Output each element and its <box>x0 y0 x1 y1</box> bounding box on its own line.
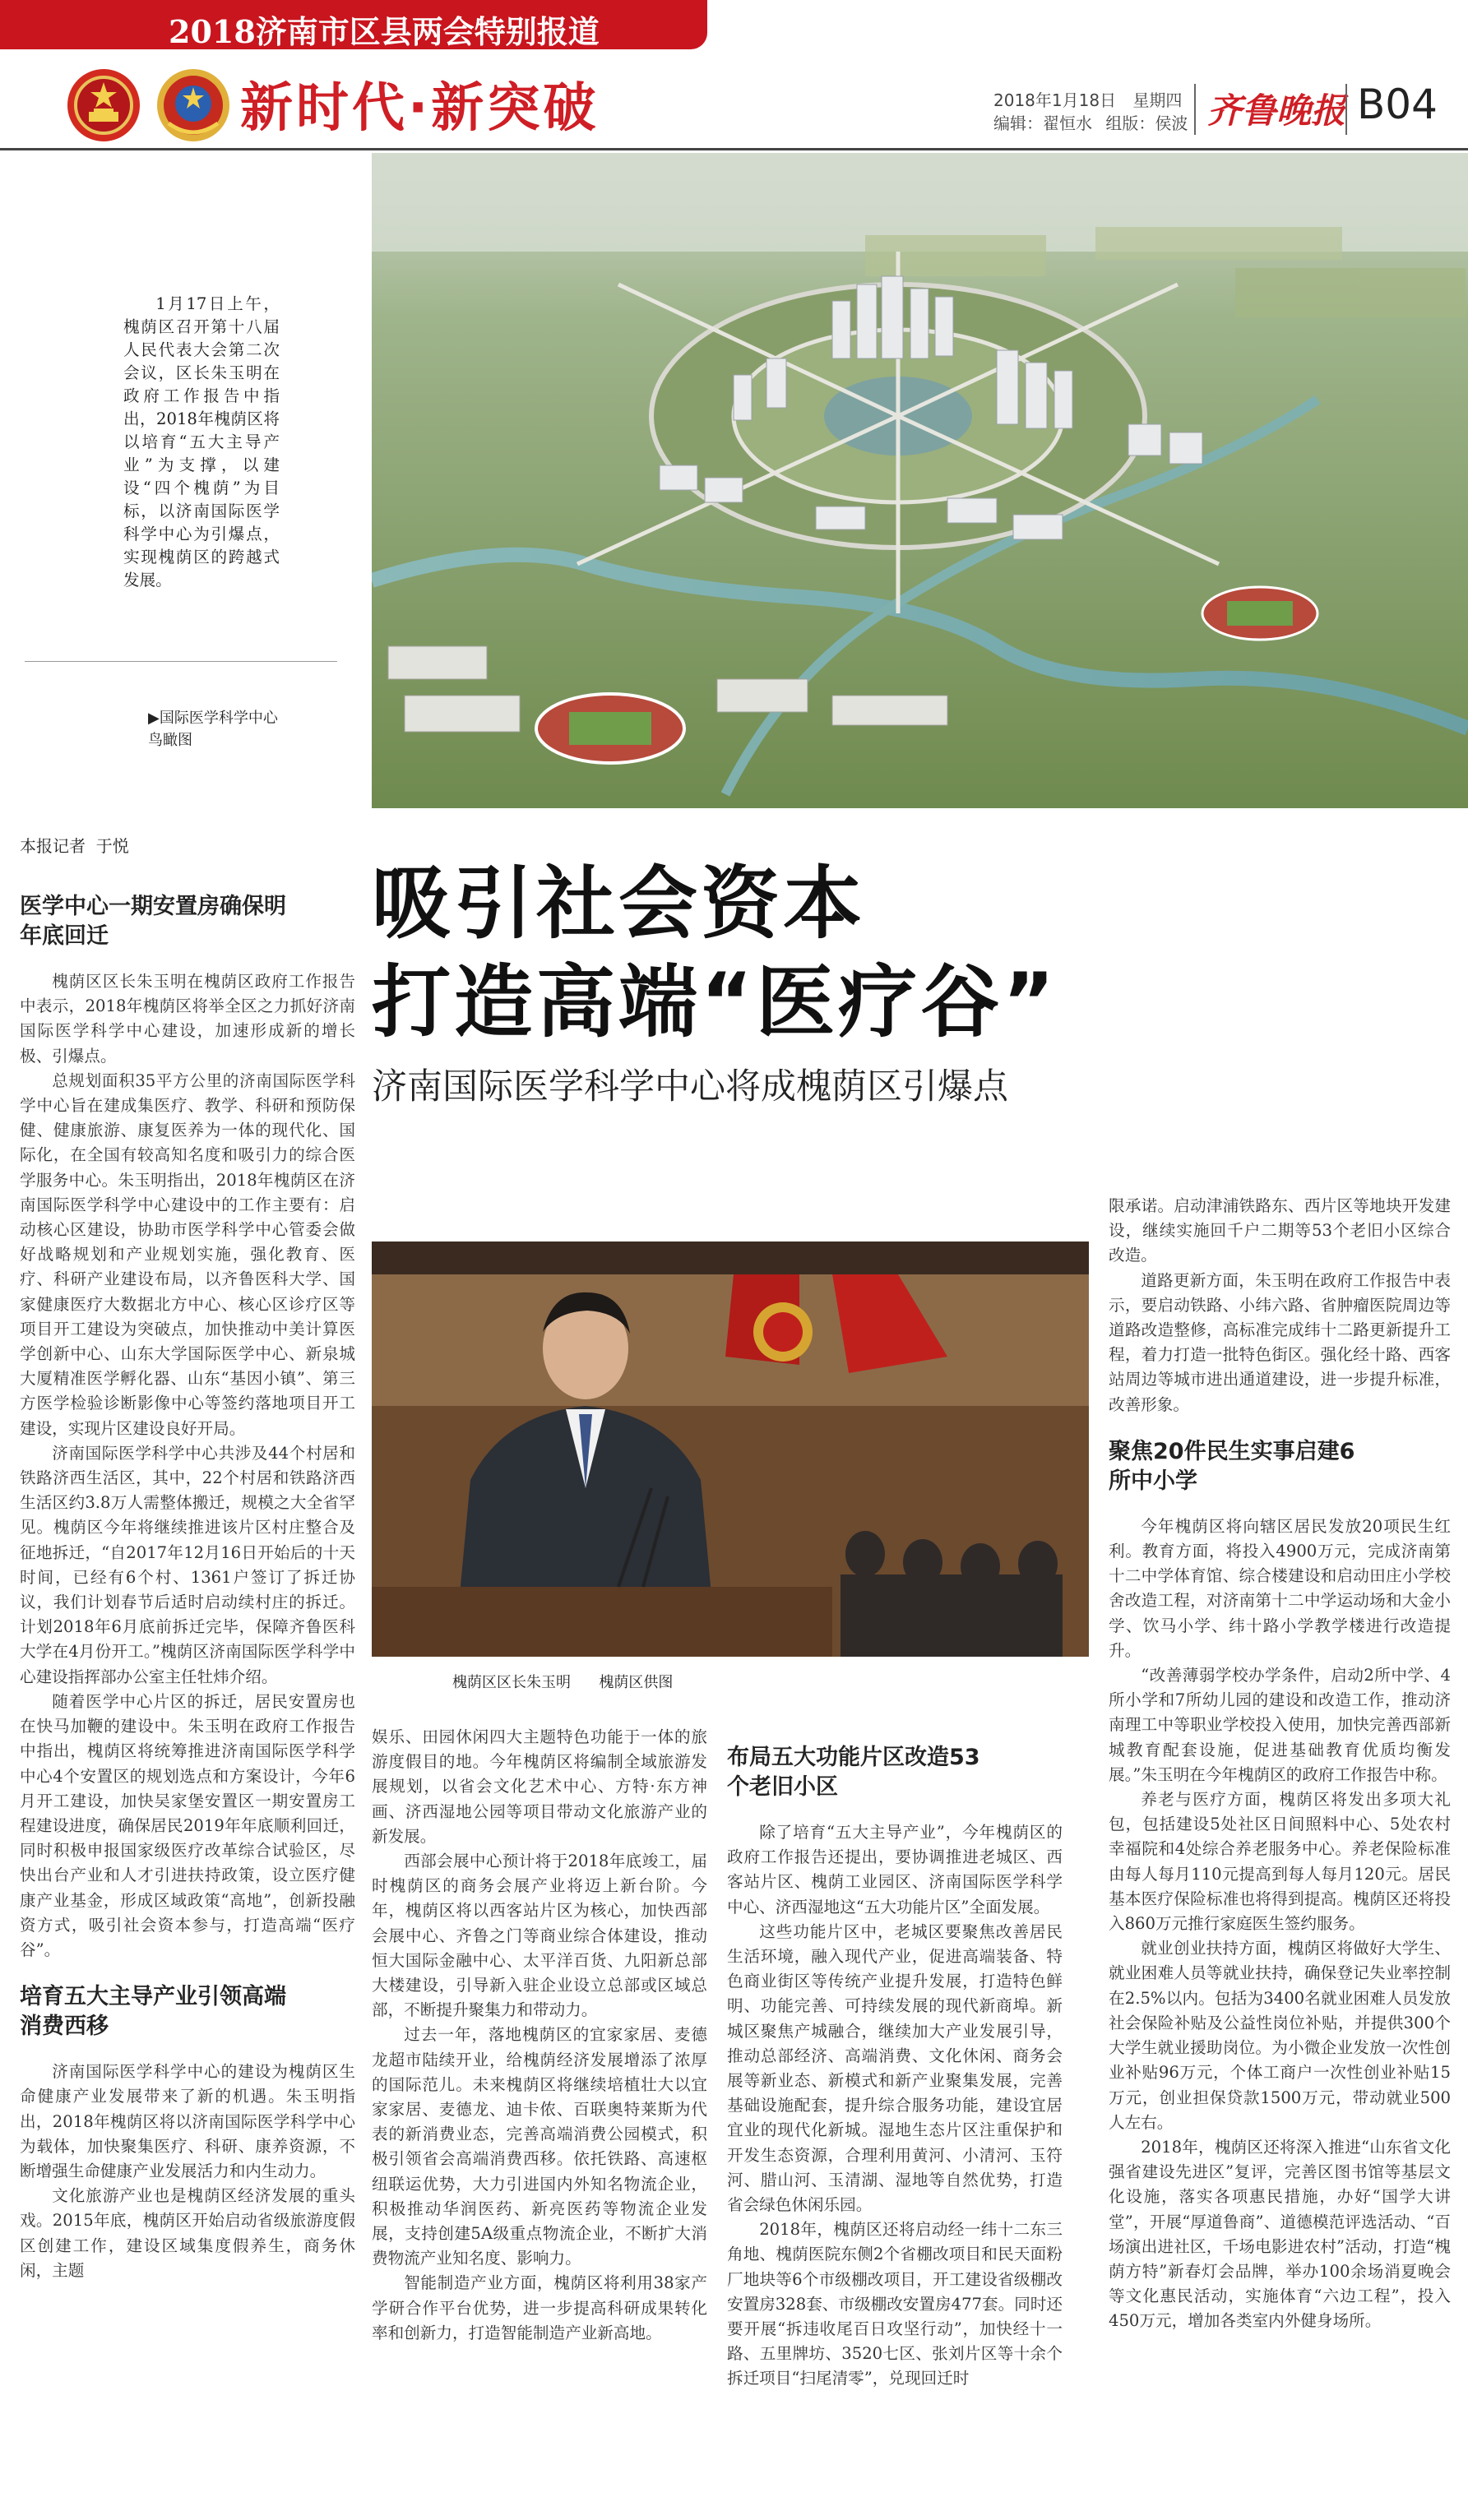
col1-para-1: 槐荫区区长朱玉明在槐荫区政府工作报告中表示，2018年槐荫区将举全区之力抓好济南国际医学科学中心建设，加速形成新的增长极、引爆点。 <box>20 972 355 1066</box>
layout-name: 组版：侯波 <box>1105 113 1188 133</box>
col1-paras-a <box>20 969 355 1963</box>
speaker-photo <box>372 1242 1089 1657</box>
col1-para-4: 随着医学中心片区的拆迁，居民安置房也在快马加鞭的建设中。朱玉明在政府工作报告中指出，槐荫区将统筹推进济南国际医学科学中心4个安置区的规划选点和方案设计，今年6月开工建设，加快吴家堡安置区一期安置房工程建设进度，确保居民2019年年底顺利回迁，同时积极申报国家级医疗改革综合试验区，尽快出台产业和人才引进扶持政策，设立医疗健康产业基金，形成区域政策“高地”，创新投融资方式，吸引社会资本参与，打造高端“医疗谷”。 <box>20 1691 355 1959</box>
col4-para-3: 今年槐荫区将向辖区居民发放20项民生红利。教育方面，将投入4900万元，完成济南第十二中学体育馆、综合楼建设和启动田庄小学校舍改造工程，对济南第十二中学运动场和大金小学、饮马小学、纬十路小学教学楼进行改造提升。 <box>1109 1516 1451 1660</box>
col4-para-7: 2018年，槐荫区还将深入推进“山东省文化强省建设先进区”复评，完善区图书馆等基层文化设施，落实各项惠民措施，办好“国学大讲堂”，开展“厚道鲁商”、道德模范评选活动、“百场演出进社区，千场电影进农村”活动，打造“槐荫方特”新春灯会品牌，举办100余场消夏晚会等文化惠民活动，实施体育“六边工程”，投入450万元，增加各类室内外健身场所。 <box>1109 2137 1451 2331</box>
editor-credits <box>993 110 1188 134</box>
masthead-divider-1 <box>1194 84 1196 135</box>
byline: 本报记者 于悦 <box>20 836 129 856</box>
masthead-divider-2 <box>1345 84 1347 135</box>
article-column-4 <box>1109 1194 1451 2334</box>
aerial-caption-rule <box>25 661 337 662</box>
article-column-3 <box>727 1743 1063 2392</box>
subhead-resettlement: 医学中心一期安置房确保明年底回迁 <box>20 894 286 949</box>
issue-date-text: 2018年1月18日 <box>993 90 1117 110</box>
issue-date <box>993 87 1182 111</box>
aerial-intro-text <box>123 293 280 592</box>
editor-name: 编辑：翟恒水 <box>993 113 1092 133</box>
col1-para-6: 文化旅游产业也是槐荫区经济发展的重头戏。2015年底，槐荫区开始启动省级旅游度假区创建工作，建设区域集度假养生，商务休闲，主题 <box>20 2186 355 2280</box>
aerial-caption: ▶国际医学科学中心鸟瞰图 <box>148 710 278 749</box>
col1-para-2: 总规划面积35平方公里的济南国际医学科学中心旨在建成集医疗、教学、科研和预防保健、健康旅游、康复医养为一体的现代化、国际化，在全国有较高知名度和吸引力的综合医学服务中心。朱玉明指出，2018年槐荫区在济南国际医学科学中心建设中的工作主要有：启动核心区建设，协助市医学科学中心管委会做好战略规划和产业规划实施，强化教育、医疗、科研产业建设布局，以齐鲁医科大学、国家健康医疗大数据北方中心、核心区诊疗区等项目开工建设为突破点，加快推动中美计算医学创新中心、山东大学国际医学中心、新泉城大厦精准医学孵化器、山东“基因小镇”、第三方医学检验诊断影像中心等签约落地项目开工建设，实现片区建设良好开局。 <box>20 1070 355 1438</box>
aerial-intro: 1月17日上午，槐荫区召开第十八届人民代表大会第二次会议，区长朱玉明在政府工作报告中指出，2018年槐荫区将以培育“五大主导产业”为支撑，以建设“四个槐荫”为目标，以济南国际医学科学中心为引爆点，实现槐荫区的跨越式发展。 <box>123 294 280 590</box>
col2-para-4: 智能制造产业方面，槐荫区将利用38家产学研合作平台优势，进一步提高科研成果转化率和创新力，打造智能制造产业新高地。 <box>372 2273 707 2342</box>
subhead-five-industries: 培育五大主导产业引领高端消费西移 <box>20 1984 286 2040</box>
col4-para-1: 限承诺。启动津浦铁路东、西片区等地块开发建设，继续实施回千户二期等53个老旧小区综合改造。 <box>1109 1196 1451 1265</box>
page-number: B04 <box>1357 81 1438 128</box>
col2-para-1: 娱乐、田园休闲四大主题特色功能于一体的旅游度假目的地。今年槐荫区将编制全域旅游发展规划，以省会文化艺术中心、方特·东方神画、济西湿地公园等项目带动文化旅游产业的新发展。 <box>372 1727 707 1846</box>
masthead-rule <box>0 148 1468 150</box>
col3-para-1: 除了培育“五大主导产业”，今年槐荫区的政府工作报告还提出，要协调推进老城区、西客站片区、槐荫工业园区、济南国际医学科学中心、济西湿地这“五大功能片区”全面发展。 <box>727 1823 1063 1917</box>
section-slogan: 新时代·新突破 <box>240 78 600 139</box>
subhead-livelihood: 聚焦20件民生实事启建6所中小学 <box>1109 1438 1355 1494</box>
photo-caption: 槐荫区区长朱玉明 槐荫区供图 <box>452 1674 674 1691</box>
col4-paras-b <box>1109 1514 1451 2334</box>
subhead-function-zones: 布局五大功能片区改造53个老旧小区 <box>727 1745 980 1800</box>
col3-paras <box>727 1820 1063 2392</box>
col2-para-2: 西部会展中心预计将于2018年底竣工，届时槐荫区的商务会展产业将迈上新台阶。今年，槐荫区将以西客站片区为核心，加快西部会展中心、齐鲁之门等商业综合体建设，推动恒大国际金融中心、太平洋百货、九阳新总部大楼建设，引导新入驻企业设立总部或区域总部，不断提升聚集力和带动力。 <box>372 1852 707 2020</box>
masthead <box>0 0 1468 152</box>
issue-weekday: 星期四 <box>1132 90 1183 110</box>
col3-para-3: 2018年，槐荫区还将启动经一纬十二东三角地、槐荫医院东侧2个省棚改项目和民天面粉厂地块等6个市级棚改项目，开工建设省级棚改安置房328套、市级棚改安置房477套。同时还要开展“拆违收尾百日攻坚行动”，加快经十一路、五里牌坊、3520七区、张刘片区等十余个拆迁项目“扫尾清零”，兑现回迁时 <box>727 2220 1063 2388</box>
col1-para-5: 济南国际医学科学中心的建设为槐荫区生命健康产业发展带来了新的机遇。朱玉明指出，2018年槐荫区将以济南国际医学科学中心为载体，加快聚集医疗、科研、康养资源，不断增强生命健康产业发展活力和内生动力。 <box>20 2062 355 2180</box>
col4-para-6: 就业创业扶持方面，槐荫区将做好大学生、就业困难人员等就业扶持，确保登记失业率控制在2.5%以内。包括为3400名就业困难人员发放社会保险补贴及公益性岗位补贴，并提供300个大学生就业援助岗位。为小微企业发放一次性创业补贴96万元，个体工商户一次性创业补贴15万元，创业担保贷款1500万元，带动就业500人左右。 <box>1109 1939 1451 2132</box>
col4-paras-a <box>1109 1194 1451 1417</box>
cppcc-emblem-icon <box>148 66 238 145</box>
headline-line-2: 打造高端“医疗谷” <box>372 956 1058 1048</box>
col2-para-3: 过去一年，落地槐荫区的宜家家居、麦德龙超市陆续开业，给槐荫经济发展增添了浓厚的国际范儿。未来槐荫区将继续培植壮大以宜家家居、麦德龙、迪卡侬、百联奥特莱斯为代表的新消费业态，完善高端消费公园模式，积极引领省会高端消费西移。依托铁路、高速枢纽联运优势，大力引进国内外知名物流企业，积极推动华润医药、新亮医药等物流企业发展，支持创建5A级重点物流企业，不断扩大消费物流产业知名度、影响力。 <box>372 2025 707 2268</box>
subheadline: 济南国际医学科学中心将成槐荫区引爆点 <box>372 1066 1008 1107</box>
article-column-1 <box>20 892 355 2283</box>
col4-para-4: “改善薄弱学校办学条件，启动2所中学、4所小学和7所幼儿园的建设和改造工作，推动济南理工中等职业学校投入使用，加快完善西部新城教育配套设施，促进基础教育优质均衡发展。”朱玉明在今年槐荫区的政府工作报告中称。 <box>1109 1666 1451 1784</box>
paper-name-logo: 齐鲁晚报 <box>1207 90 1346 131</box>
national-emblem-icon <box>59 66 148 145</box>
col1-para-3: 济南国际医学科学中心共涉及44个村居和铁路济西生活区，其中，22个村居和铁路济西生活区约3.8万人需整体搬迁，规模之大全省罕见。槐荫区今年将继续推进该片区村庄整合及征地拆迁，“自2017年12月16日开始后的十天时间，已经有6个村、1361户签订了拆迁协议，我们计划春节后适时启动续村庄的拆迁。计划2018年6月底前拆迁完毕，保障齐鲁医科大学在4月份开工。”槐荫区济南国际医学科学中心建设指挥部办公室主任牡炜介绍。 <box>20 1443 355 1686</box>
article-column-2 <box>372 1725 707 2346</box>
headline-line-1: 吸引社会资本 <box>372 858 865 950</box>
col1-paras-b <box>20 2060 355 2283</box>
banner-title: 2018济南市区县两会特别报道 <box>169 13 600 50</box>
col4-para-5: 养老与医疗方面，槐荫区将发出多项大礼包，包括建设5处社区日间照料中心、5处农村幸福院和4处综合养老服务中心。养老保险标准由每人每月110元提高到每人每月120元。居民基本医疗保险标准也将得到提高。槐荫区还将投入860万元推行家庭医生签约服务。 <box>1109 1790 1451 1934</box>
col3-para-2: 这些功能片区中，老城区要聚焦改善居民生活环境，融入现代产业，促进高端装备、特色商业街区等传统产业提升发展，打造特色鲜明、功能完善、可持续发展的现代新商埠。新城区聚焦产城融合，继续加大产业发展引导，推动总部经济、高端消费、文化休闲、商务会展等新业态、新模式和新产业聚集发展，完善基础设施配套，提升综合服务功能，建设宜居宜业的现代化新城。湿地生态片区注重保护和开发生态资源，合理利用黄河、小清河、玉符河、腊山河、玉清湖、湿地等自然优势，打造省会绿色休闲乐园。 <box>727 1921 1063 2215</box>
col4-para-2: 道路更新方面，朱玉明在政府工作报告中表示，要启动铁路、小纬六路、省肿瘤医院周边等道路改造整修，高标准完成纬十二路更新提升工程，着力打造一批特色街区。强化经十路、西客站周边等城市进出通道建设，进一步提升标准，改善形象。 <box>1109 1270 1451 1414</box>
aerial-view-image <box>372 153 1468 808</box>
